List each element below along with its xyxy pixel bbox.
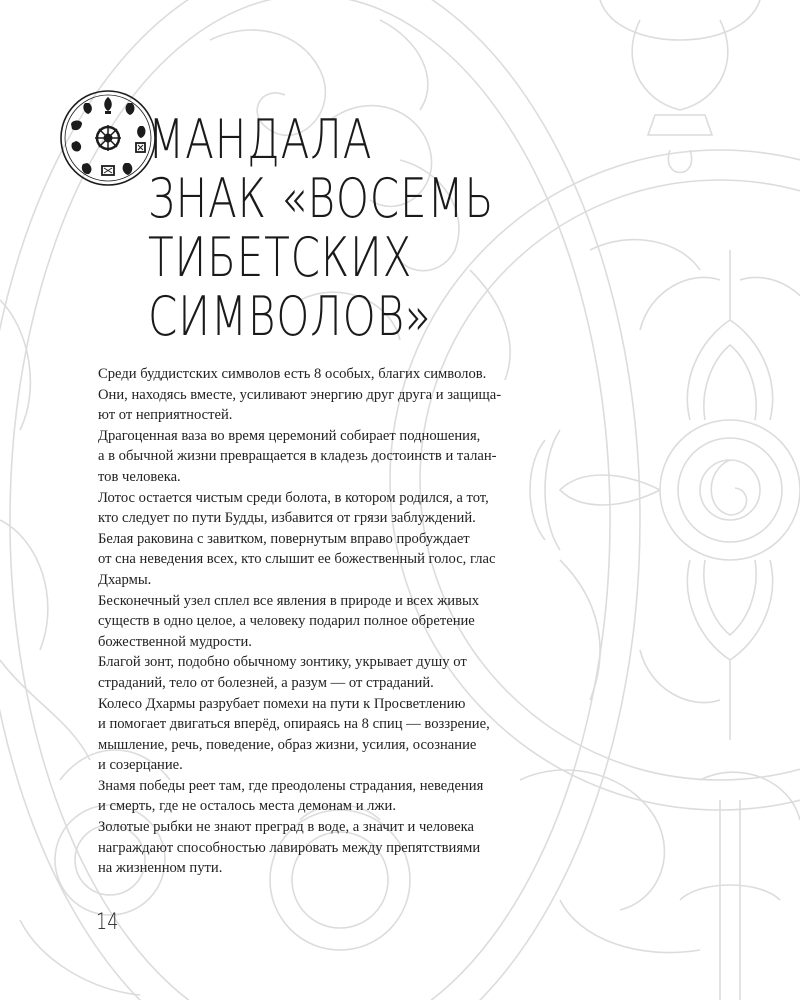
eight-auspicious-symbols-emblem-icon (58, 88, 158, 188)
text-line: Бесконечный узел сплел все явления в природе и всех живых (98, 592, 480, 609)
text-line: Колесо Дхармы разрубает помехи на пути к Просветлению (98, 695, 466, 712)
text-line: Лотос остается чистым среди болота, в котором родился, а тот, (98, 489, 489, 506)
title-line: ЗНАК «ВОСЕМЬ (148, 167, 495, 230)
text-line: Драгоценная ваза во время церемоний собирает подношения, (98, 427, 481, 444)
title-line: ТИБЕТСКИХ (148, 226, 413, 289)
text-line: тов человека. (98, 468, 181, 485)
text-line: кто следует по пути Будды, избавится от грязи заблуждений. (98, 510, 476, 527)
page-number: 14 (96, 910, 119, 935)
text-line: Дхармы. (98, 571, 152, 588)
text-line: мышление, речь, поведение, образ жизни, усилия, осознание (98, 736, 477, 753)
text-line: от сна неведения всех, кто слышит ее божественный голос, глас (98, 551, 496, 568)
text-line: божественной мудрости. (98, 633, 252, 650)
text-line: ют от неприятностей. (98, 407, 233, 424)
text-line: и помогает двигаться вперёд, опираясь на 8 спиц — воззрение, (98, 716, 490, 733)
text-line: Белая раковина с завитком, повернутым вправо пробуждает (98, 530, 470, 547)
title-line: МАНДАЛА (148, 108, 373, 171)
page-title (148, 110, 585, 346)
text-line: Среди буддистских символов есть 8 особых, благих символов. (98, 366, 487, 382)
text-line: Благой зонт, подобно обычному зонтику, укрывает душу от (98, 654, 467, 671)
text-line: Золотые рыбки не знают преград в воде, а значит и человека (98, 819, 474, 836)
text-line: награждают способностью лавировать между препятствиями (98, 839, 481, 856)
text-line: и смерть, где не осталось места демонам и лжи. (98, 798, 396, 815)
body-text (98, 364, 518, 879)
text-line: Знамя победы реет там, где преодолены страдания, неведения (98, 777, 484, 794)
text-line: и созерцание. (98, 757, 183, 774)
text-line: страданий, тело от болезней, а разум — от страданий. (98, 674, 434, 691)
text-line: а в обычной жизни превращается в кладезь достоинств и талан- (98, 448, 497, 465)
text-line: существ в одно целое, а человеку подарил полное обретение (98, 613, 475, 630)
text-line: Они, находясь вместе, усиливают энергию друг друга и защища- (98, 386, 502, 403)
text-line: на жизненном пути. (98, 860, 223, 877)
title-line: СИМВОЛОВ» (148, 285, 432, 348)
